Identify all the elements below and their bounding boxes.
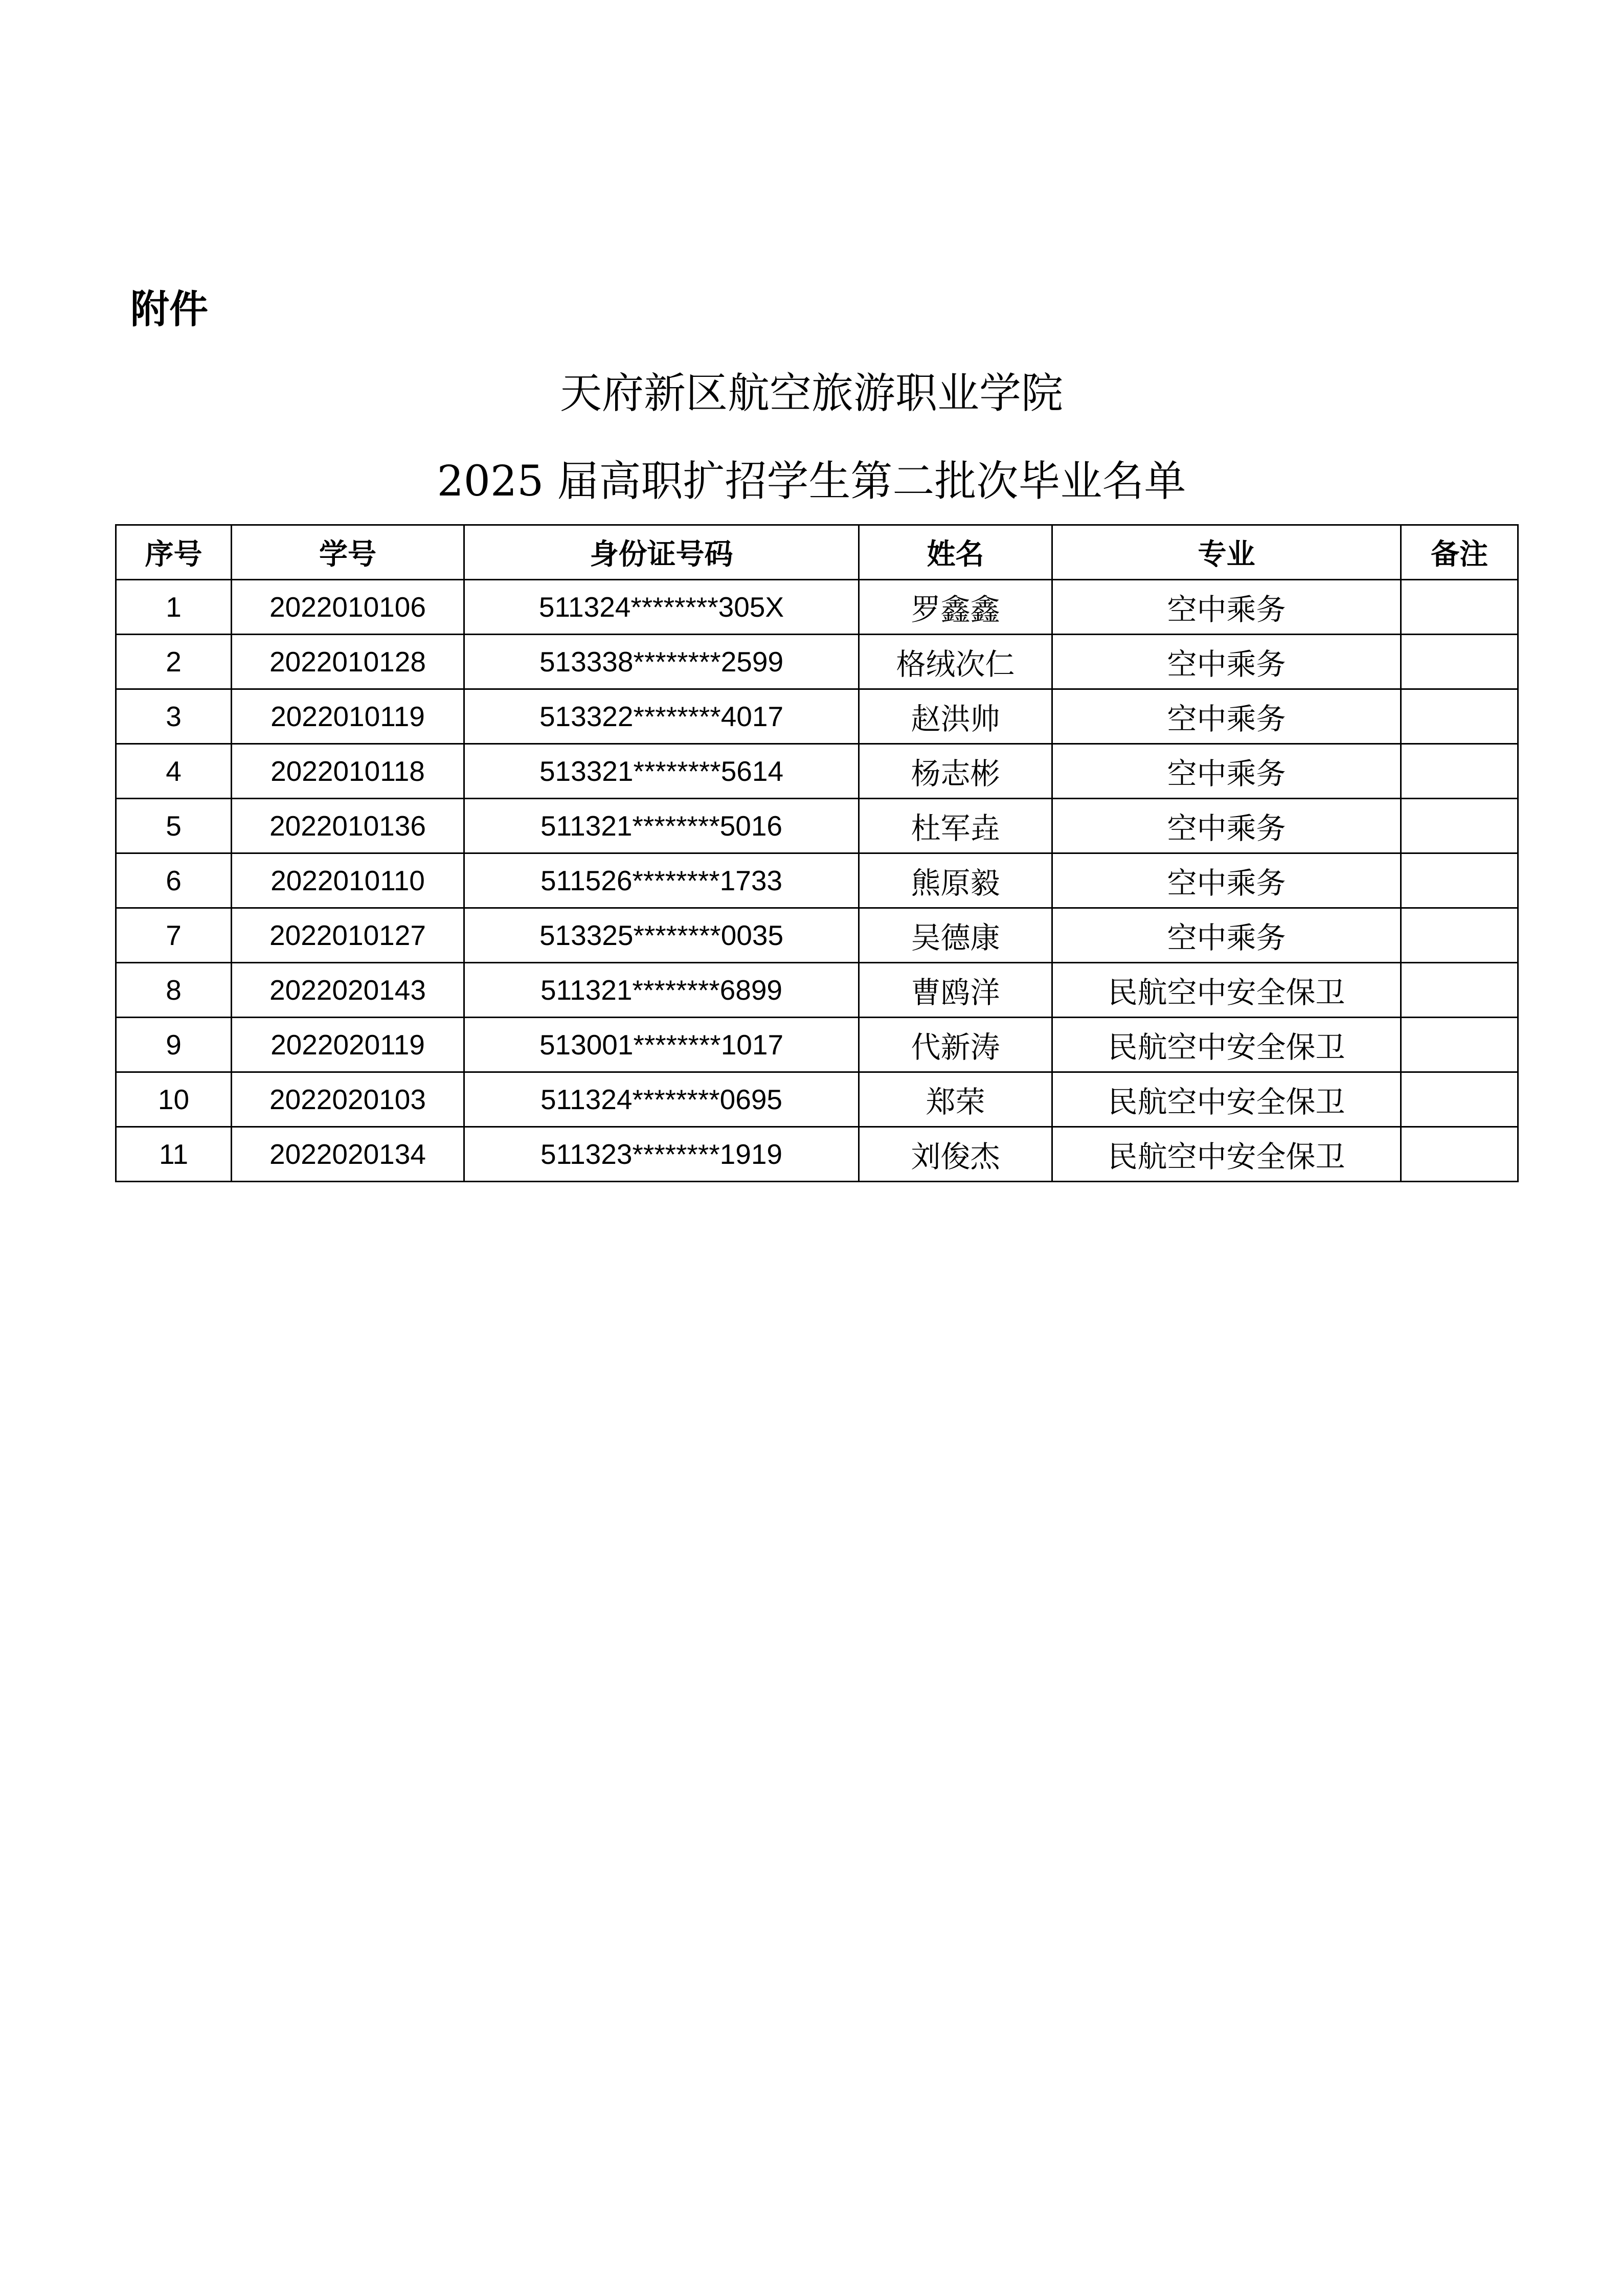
cell-name: 赵洪帅 [859, 689, 1052, 744]
cell-name: 杨志彬 [859, 744, 1052, 799]
cell-remarks [1401, 635, 1518, 689]
cell-index: 11 [116, 1127, 232, 1182]
cell-id-card-number: 511323********1919 [464, 1127, 859, 1182]
header-id-card-number: 身份证号码 [464, 525, 859, 580]
cell-remarks [1401, 689, 1518, 744]
cell-student-id: 2022010136 [232, 799, 464, 853]
cell-id-card-number: 513338********2599 [464, 635, 859, 689]
cell-id-card-number: 513325********0035 [464, 908, 859, 963]
cell-major: 空中乘务 [1052, 689, 1401, 744]
cell-name: 杜军垚 [859, 799, 1052, 853]
cell-major: 空中乘务 [1052, 853, 1401, 908]
table-row [116, 1072, 1518, 1127]
cell-id-card-number: 511321********6899 [464, 963, 859, 1018]
table-row [116, 908, 1518, 963]
cell-student-id: 2022020143 [232, 963, 464, 1018]
table-row [116, 635, 1518, 689]
cell-major: 民航空中安全保卫 [1052, 1072, 1401, 1127]
cell-name: 吴德康 [859, 908, 1052, 963]
cell-remarks [1401, 1018, 1518, 1072]
cell-id-card-number: 513001********1017 [464, 1018, 859, 1072]
cell-name: 罗鑫鑫 [859, 580, 1052, 635]
table-row [116, 580, 1518, 635]
document-title-line1: 天府新区航空旅游职业学院 [559, 369, 1063, 418]
cell-index: 9 [116, 1018, 232, 1072]
cell-name: 曹鸥洋 [859, 963, 1052, 1018]
header-name: 姓名 [859, 525, 1052, 580]
cell-student-id: 2022010128 [232, 635, 464, 689]
cell-index: 6 [116, 853, 232, 908]
cell-student-id: 2022020119 [232, 1018, 464, 1072]
cell-student-id: 2022010110 [232, 853, 464, 908]
cell-remarks [1401, 1127, 1518, 1182]
cell-remarks [1401, 908, 1518, 963]
cell-student-id: 2022010127 [232, 908, 464, 963]
attachment-label: 附件 [130, 286, 208, 332]
header-index: 序号 [116, 525, 232, 580]
cell-id-card-number: 511321********5016 [464, 799, 859, 853]
header-student-id: 学号 [232, 525, 464, 580]
table-row [116, 744, 1518, 799]
cell-id-card-number: 511324********305X [464, 580, 859, 635]
table-row [116, 853, 1518, 908]
cell-id-card-number: 511526********1733 [464, 853, 859, 908]
cell-student-id: 2022010118 [232, 744, 464, 799]
cell-index: 7 [116, 908, 232, 963]
table-row [116, 1127, 1518, 1182]
cell-remarks [1401, 963, 1518, 1018]
cell-index: 4 [116, 744, 232, 799]
cell-index: 5 [116, 799, 232, 853]
cell-student-id: 2022020103 [232, 1072, 464, 1127]
cell-major: 民航空中安全保卫 [1052, 1127, 1401, 1182]
cell-name: 代新涛 [859, 1018, 1052, 1072]
cell-name: 郑荣 [859, 1072, 1052, 1127]
cell-id-card-number: 511324********0695 [464, 1072, 859, 1127]
table-row [116, 689, 1518, 744]
cell-id-card-number: 513322********4017 [464, 689, 859, 744]
cell-id-card-number: 513321********5614 [464, 744, 859, 799]
cell-remarks [1401, 799, 1518, 853]
cell-index: 10 [116, 1072, 232, 1127]
cell-remarks [1401, 853, 1518, 908]
table-row [116, 963, 1518, 1018]
cell-index: 3 [116, 689, 232, 744]
cell-major: 空中乘务 [1052, 635, 1401, 689]
cell-remarks [1401, 580, 1518, 635]
header-remarks: 备注 [1401, 525, 1518, 580]
cell-student-id: 2022020134 [232, 1127, 464, 1182]
cell-name: 熊原毅 [859, 853, 1052, 908]
cell-remarks [1401, 744, 1518, 799]
cell-student-id: 2022010106 [232, 580, 464, 635]
cell-remarks [1401, 1072, 1518, 1127]
table-row [116, 1018, 1518, 1072]
cell-major: 空中乘务 [1052, 799, 1401, 853]
table-row [116, 799, 1518, 853]
cell-name: 刘俊杰 [859, 1127, 1052, 1182]
graduate-roster-table [115, 524, 1519, 1182]
cell-major: 空中乘务 [1052, 908, 1401, 963]
document-title-line2: 2025 届高职扩招学生第二批次毕业名单 [437, 457, 1186, 506]
cell-major: 民航空中安全保卫 [1052, 963, 1401, 1018]
header-major: 专业 [1052, 525, 1401, 580]
cell-index: 8 [116, 963, 232, 1018]
cell-major: 空中乘务 [1052, 580, 1401, 635]
cell-name: 格绒次仁 [859, 635, 1052, 689]
cell-index: 1 [116, 580, 232, 635]
cell-index: 2 [116, 635, 232, 689]
cell-major: 空中乘务 [1052, 744, 1401, 799]
table-header-row [116, 525, 1518, 580]
cell-major: 民航空中安全保卫 [1052, 1018, 1401, 1072]
cell-student-id: 2022010119 [232, 689, 464, 744]
